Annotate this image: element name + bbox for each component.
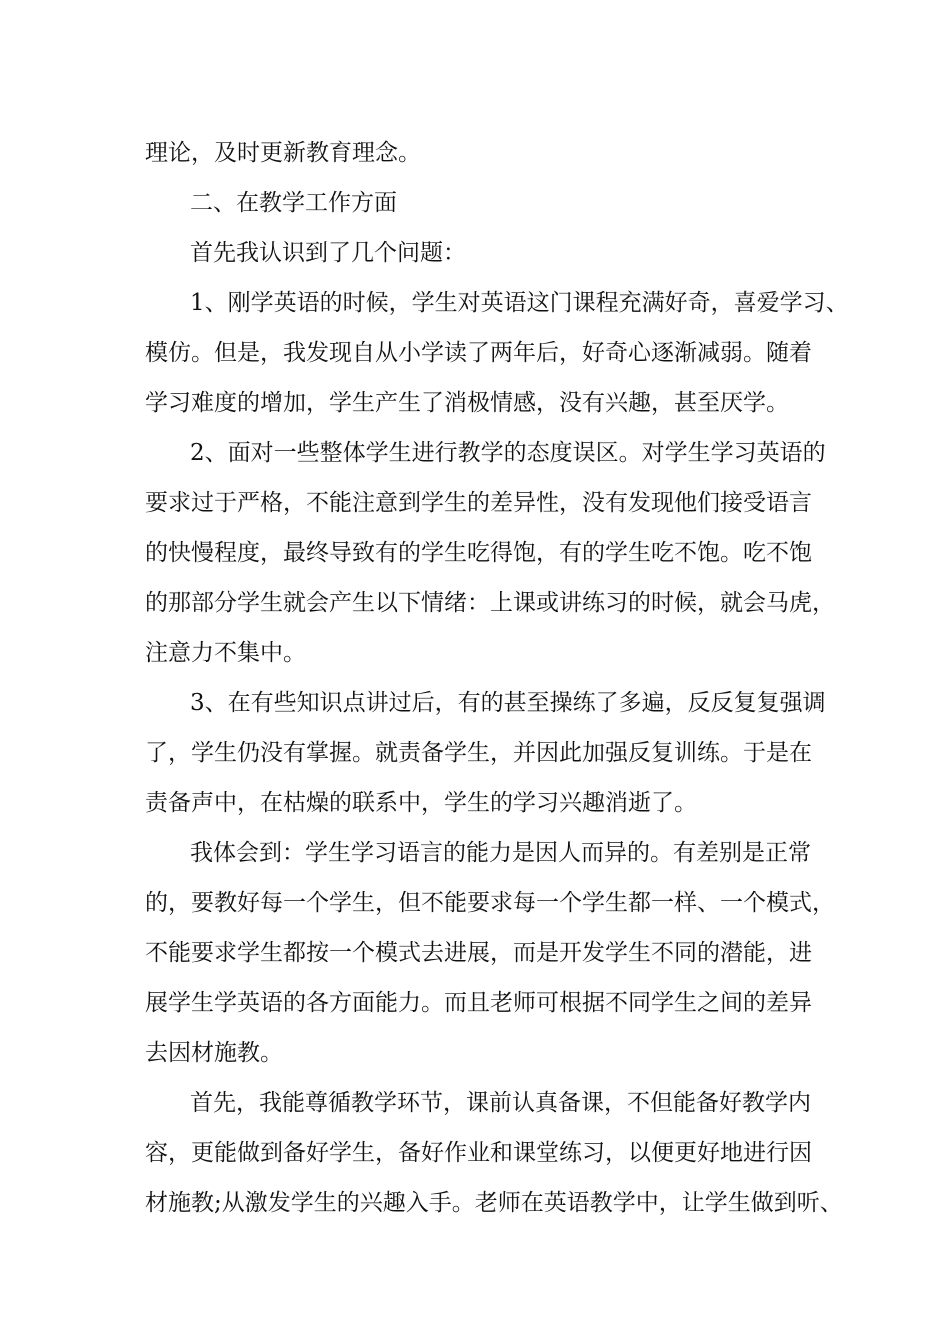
paragraph-3-line: 责备声中，在枯燥的联系中，学生的学习兴趣消逝了。 [145, 790, 697, 816]
paragraph-3-line: 了，学生仍没有掌握。就责备学生，并因此加强反复训练。于是在 [145, 740, 812, 766]
paragraph-2-line: 的那部分学生就会产生以下情绪：上课或讲练习的时候，就会马虎， [145, 590, 835, 616]
paragraph-5-line: 材施教;从激发学生的兴趣入手。老师在英语教学中，让学生做到听、 [145, 1190, 843, 1216]
paragraph-intro: 首先我认识到了几个问题： [190, 240, 466, 266]
paragraph-2-line: 2、面对一些整体学生进行教学的态度误区。对学生学习英语的 [190, 440, 826, 466]
paragraph-4-line: 展学生学英语的各方面能力。而且老师可根据不同学生之间的差异 [145, 990, 812, 1016]
text-line-continuation: 理论，及时更新教育理念。 [145, 140, 421, 166]
body-text [145, 128, 849, 1228]
paragraph-1-line: 模仿。但是，我发现自从小学读了两年后，好奇心逐渐减弱。随着 [145, 340, 812, 366]
paragraph-2-line: 的快慢程度，最终导致有的学生吃得饱，有的学生吃不饱。吃不饱 [145, 540, 812, 566]
paragraph-1-line: 学习难度的增加，学生产生了消极情感，没有兴趣，甚至厌学。 [145, 390, 789, 416]
paragraph-2-line: 要求过于严格，不能注意到学生的差异性，没有发现他们接受语言 [145, 490, 812, 516]
paragraph-5-line: 首先，我能尊循教学环节，课前认真备课，不但能备好教学内 [190, 1090, 811, 1116]
paragraph-4-line: 的，要教好每一个学生，但不能要求每一个学生都一样、一个模式， [145, 890, 835, 916]
paragraph-5-line: 容，更能做到备好学生，备好作业和课堂练习，以便更好地进行因 [145, 1140, 812, 1166]
paragraph-3-line: 3、在有些知识点讲过后，有的甚至操练了多遍，反反复复强调 [190, 690, 826, 716]
paragraph-4-line: 我体会到：学生学习语言的能力是因人而异的。有差别是正常 [190, 840, 811, 866]
paragraph-1-line: 1、刚学英语的时候，学生对英语这门课程充满好奇，喜爱学习、 [190, 290, 849, 316]
paragraph-4-line: 不能要求学生都按一个模式去进展，而是开发学生不同的潜能，进 [145, 940, 812, 966]
paragraph-4-line: 去因材施教。 [145, 1040, 283, 1066]
section-heading: 二、在教学工作方面 [190, 190, 397, 216]
paragraph-2-line: 注意力不集中。 [145, 640, 306, 666]
